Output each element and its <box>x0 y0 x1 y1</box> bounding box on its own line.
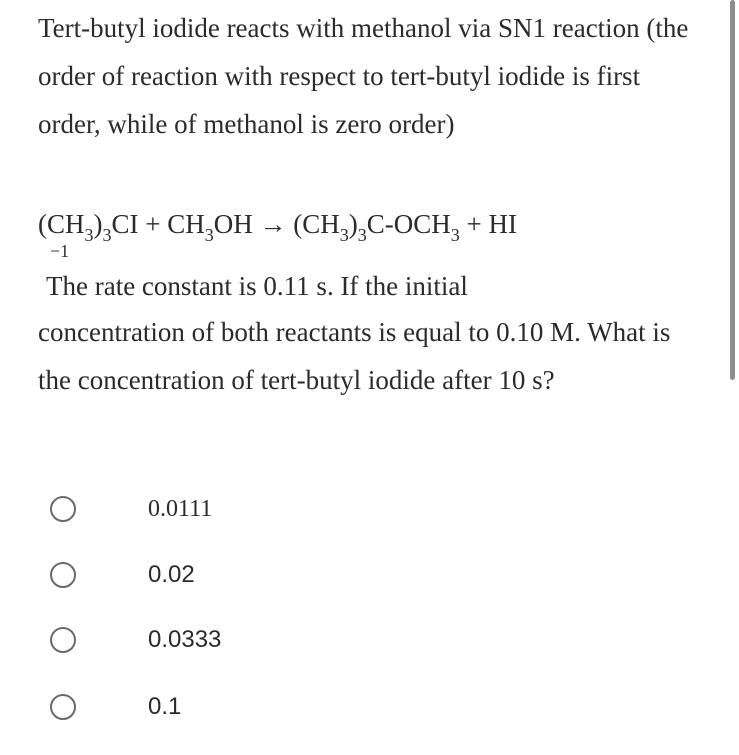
option-label: 0.1 <box>148 693 182 720</box>
radio-button[interactable] <box>50 694 76 720</box>
option-label: 0.02 <box>148 561 195 588</box>
option-1[interactable] <box>0 490 400 534</box>
question-body: concentration of both reactants is equal to 0.10 M. What is the concentration of tert-butyl iodide after 10 s? <box>38 317 671 395</box>
scrollbar[interactable] <box>730 0 735 380</box>
option-3[interactable] <box>0 621 400 665</box>
option-label: 0.0111 <box>148 496 213 522</box>
rate-constant-line: The rate constant is 0.11 s −1 . If the initial <box>46 262 468 310</box>
radio-button[interactable] <box>50 496 76 522</box>
question-intro: Tert-butyl iodide reacts with methanol via SN1 reaction (the order of reaction with respect to tert-butyl iodide is first order, while of methanol is zero order) <box>38 13 689 139</box>
option-4[interactable] <box>0 688 400 732</box>
radio-button[interactable] <box>50 627 76 653</box>
option-label: 0.0333 <box>148 626 222 653</box>
option-2[interactable] <box>0 556 400 600</box>
rate-exponent: −1 <box>50 241 70 261</box>
rate-constant-unit: The rate constant is 0.11 s −1 <box>46 241 327 301</box>
reaction-equation: $(CH_3)_3CI + CH_3OH \to (CH_3)_3C-OCH_3$ + HI <box>38 209 517 245</box>
radio-button[interactable] <box>50 562 76 588</box>
question-text <box>38 4 698 148</box>
